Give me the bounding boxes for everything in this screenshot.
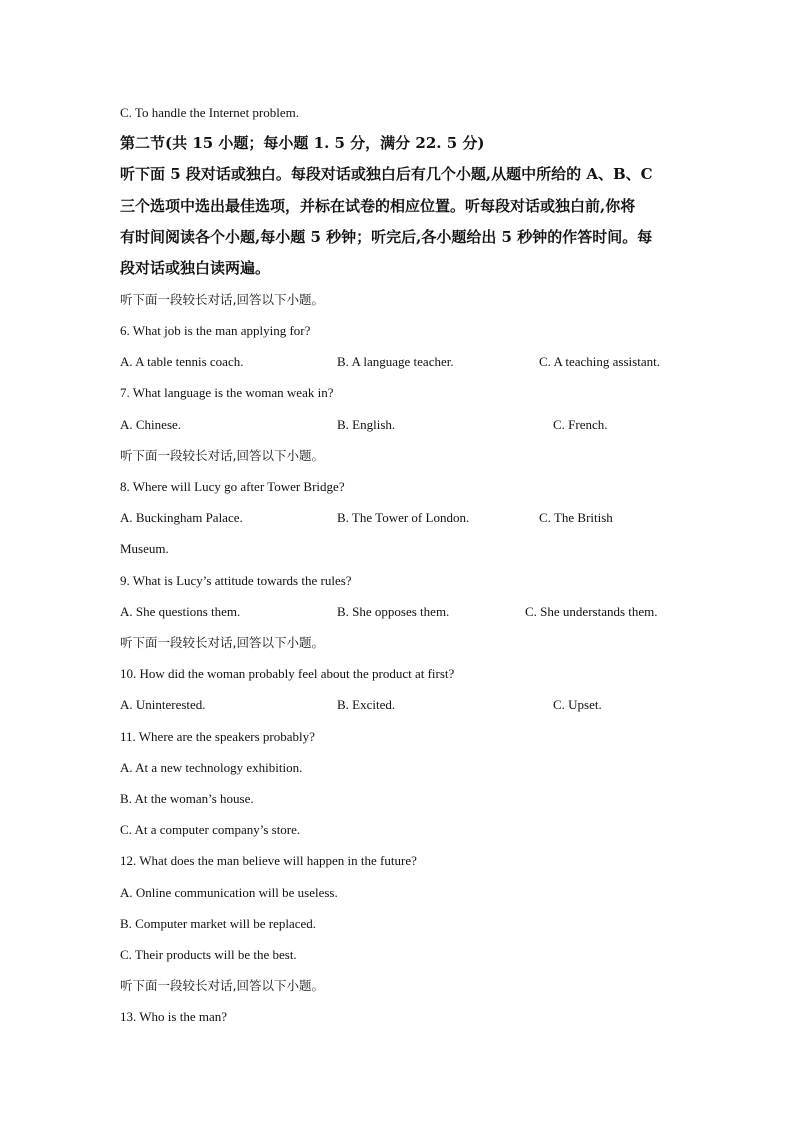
question-10-option-b: B. Excited. (337, 697, 396, 712)
question-10-stem: 10. How did the woman probably feel about the product at first? (120, 666, 455, 681)
previous-question-option-c: C. To handle the Internet problem. (120, 105, 299, 120)
question-11-stem: 11. Where are the speakers probably? (120, 729, 315, 744)
question-8-option-c-continued: Museum. (120, 541, 169, 556)
instruction-line-2: 三个选项中选出最佳选项，并标在试卷的相应位置。听每段对话或独白前,你将 (120, 197, 636, 215)
question-13-stem: 13. Who is the man? (120, 1009, 227, 1024)
question-9-option-c: C. She understands them. (525, 604, 658, 619)
dialogue-prompt: 听下面一段较长对话,回答以下小题。 (120, 978, 324, 993)
question-7-option-b: B. English. (337, 417, 396, 432)
instruction-line-1: 听下面 5 段对话或独白。每段对话或独白后有几个小题,从题中所给的 A、B、C (120, 165, 653, 183)
question-6-stem: 6. What job is the man applying for? (120, 323, 311, 338)
question-8-stem: 8. Where will Lucy go after Tower Bridge? (120, 479, 345, 494)
question-6-option-b: B. A language teacher. (337, 354, 454, 369)
question-11-option-c: C. At a computer company’s store. (120, 822, 301, 837)
dialogue-prompt: 听下面一段较长对话,回答以下小题。 (120, 635, 324, 650)
question-7-option-c: C. French. (553, 417, 608, 432)
instruction-line-4: 段对话或独白读两遍。 (120, 259, 271, 277)
dialogue-prompt: 听下面一段较长对话,回答以下小题。 (120, 448, 324, 463)
question-8-option-b: B. The Tower of London. (337, 510, 470, 525)
question-6-option-c: C. A teaching assistant. (539, 354, 660, 369)
instruction-line-3: 有时间阅读各个小题,每小题 5 秒钟；听完后,各小题给出 5 秒钟的作答时间。每 (120, 228, 653, 246)
question-12-stem: 12. What does the man believe will happen in the future? (120, 853, 417, 868)
question-10-option-a: A. Uninterested. (120, 697, 206, 712)
question-11-option-a: A. At a new technology exhibition. (120, 760, 303, 775)
question-8-option-c: C. The British (539, 510, 613, 525)
question-11-option-b: B. At the woman’s house. (120, 791, 254, 806)
question-7-option-a: A. Chinese. (120, 417, 182, 432)
question-8-option-a: A. Buckingham Palace. (120, 510, 243, 525)
question-12-option-a: A. Online communication will be useless. (120, 885, 338, 900)
question-6-option-a: A. A table tennis coach. (120, 354, 244, 369)
question-9-option-a: A. She questions them. (120, 604, 241, 619)
question-9-option-b: B. She opposes them. (337, 604, 450, 619)
dialogue-prompt: 听下面一段较长对话,回答以下小题。 (120, 292, 324, 307)
question-9-stem: 9. What is Lucy’s attitude towards the rules? (120, 573, 352, 588)
section-title: 第二节(共 15 小题；每小题 1. 5 分，满分 22. 5 分) (120, 134, 485, 152)
question-7-stem: 7. What language is the woman weak in? (120, 385, 334, 400)
question-10-option-c: C. Upset. (553, 697, 602, 712)
question-12-option-c: C. Their products will be the best. (120, 947, 297, 962)
question-12-option-b: B. Computer market will be replaced. (120, 916, 317, 931)
